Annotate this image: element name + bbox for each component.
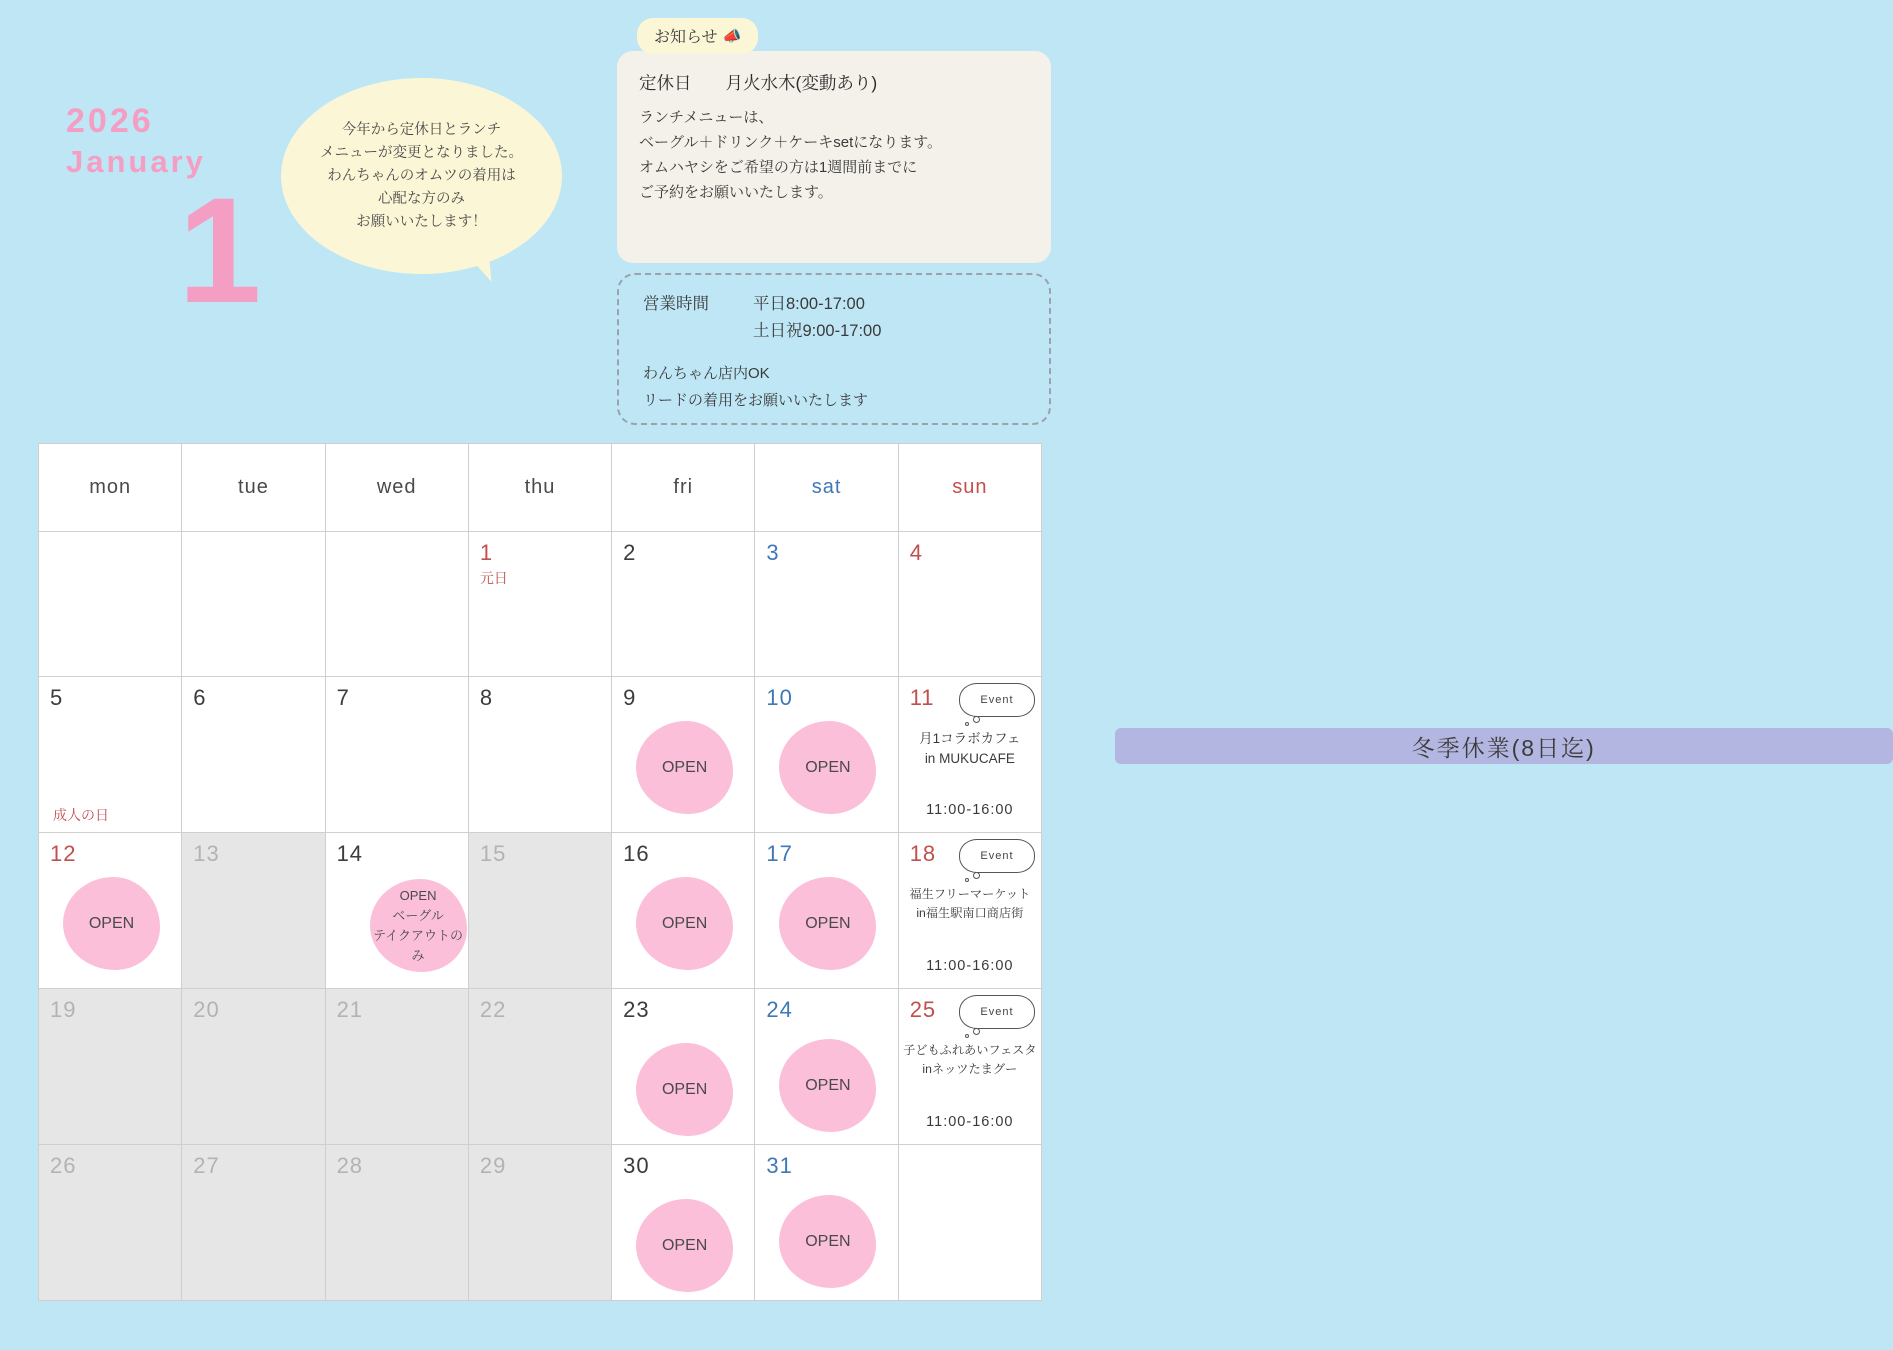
notice-body-line-4: ご予約をお願いいたします。	[639, 184, 833, 201]
closed-days-label: 定休日	[639, 73, 692, 93]
day-cell-18[interactable]	[899, 833, 1042, 989]
hours-note	[643, 360, 1029, 414]
open-badge: OPEN	[636, 721, 733, 814]
holiday-label: 元日	[479, 570, 508, 586]
day-cell-26[interactable]	[39, 1145, 182, 1301]
day-number: 11	[909, 685, 935, 710]
day-number: 5	[50, 685, 64, 710]
day-cell-28[interactable]	[326, 1145, 469, 1301]
hours-weekend-row	[643, 318, 1029, 345]
bubble-line-4: 心配な方のみ	[378, 190, 465, 207]
day-cell-empty	[182, 532, 325, 677]
day-cell-30[interactable]	[612, 1145, 755, 1301]
notice-panel	[617, 51, 1051, 263]
closed-days-value: 月火水木(変動あり)	[725, 73, 878, 93]
open-badge-takeout	[370, 879, 467, 972]
bubble-line-2: メニューが変更となりました。	[320, 144, 523, 161]
day-number: 4	[909, 540, 923, 565]
event-badge-label: Event	[959, 839, 1035, 873]
day-number: 1	[479, 540, 494, 565]
hours-weekend-value: 土日祝9:00-17:00	[753, 322, 882, 340]
open-badge: OPEN	[636, 877, 733, 970]
event-title	[902, 729, 1038, 769]
event-title-line-1: 子どもふれあいフェスタ	[903, 1043, 1037, 1057]
day-number: 16	[623, 841, 650, 866]
event-title	[902, 1041, 1038, 1079]
calendar	[38, 443, 1596, 1301]
event-title-line-2: inネッツたまグー	[922, 1062, 1018, 1076]
open-badge: OPEN	[779, 721, 876, 814]
notice-tag-label: お知らせ	[654, 29, 718, 46]
notice-body-line-1: ランチメニューは、	[639, 109, 774, 126]
day-number: 23	[623, 997, 650, 1022]
bubble-tail	[463, 243, 497, 286]
hours-weekday-row	[643, 291, 1029, 318]
day-cell-22[interactable]	[469, 989, 612, 1145]
day-cell-14[interactable]	[326, 833, 469, 989]
day-number: 14	[336, 841, 364, 866]
day-number: 26	[50, 1153, 77, 1178]
open-badge: OPEN	[636, 1043, 733, 1136]
day-cell-empty	[39, 532, 182, 677]
weekday-mon: mon	[39, 444, 182, 532]
calendar-week-2	[39, 677, 1042, 833]
event-title-line-1: 月1コラボカフェ	[919, 731, 1021, 746]
weekday-wed: wed	[326, 444, 469, 532]
calendar-header-row	[39, 444, 1042, 532]
hours-label: 営業時間	[643, 295, 709, 313]
day-cell-empty	[899, 1145, 1042, 1301]
day-number: 28	[336, 1153, 364, 1178]
notice-body-line-3: オムハヤシをご希望の方は1週間前までに	[639, 159, 918, 176]
day-number: 20	[193, 997, 220, 1022]
event-badge-label: Event	[959, 995, 1035, 1029]
day-number: 3	[766, 540, 780, 565]
event-cloud-icon	[959, 993, 1037, 1037]
open-badge: OPEN	[636, 1199, 733, 1292]
day-number: 6	[193, 685, 207, 710]
event-title-line-2: in福生駅南口商店街	[916, 906, 1024, 920]
notice-tag	[637, 18, 758, 54]
day-cell-15[interactable]	[469, 833, 612, 989]
day-cell-19[interactable]	[39, 989, 182, 1145]
hours-panel	[617, 273, 1051, 425]
day-cell-16[interactable]	[612, 833, 755, 989]
day-cell-7[interactable]	[326, 677, 469, 833]
day-cell-10[interactable]	[755, 677, 898, 833]
day-number: 22	[479, 997, 507, 1022]
day-cell-23[interactable]	[612, 989, 755, 1145]
hours-note-line-2: リードの着用をお願いいたします	[643, 392, 869, 409]
notice-title-row	[639, 70, 1031, 95]
calendar-week-4	[39, 989, 1042, 1145]
holiday-label: 成人の日	[53, 807, 109, 823]
day-number: 2	[623, 540, 637, 565]
day-cell-27[interactable]	[182, 1145, 325, 1301]
open-label: OPEN	[399, 887, 437, 903]
day-number: 31	[766, 1153, 793, 1178]
day-number: 25	[909, 997, 937, 1022]
day-number: 24	[766, 997, 793, 1022]
day-cell-3[interactable]	[755, 532, 898, 677]
event-title	[902, 885, 1038, 923]
open-badge: OPEN	[779, 877, 876, 970]
day-cell-29[interactable]	[469, 1145, 612, 1301]
day-cell-11[interactable]	[899, 677, 1042, 833]
bubble-line-5: お願いいたします！	[356, 213, 487, 230]
day-number: 7	[336, 685, 350, 710]
day-number: 30	[623, 1153, 650, 1178]
day-cell-6[interactable]	[182, 677, 325, 833]
bubble-line-1: 今年から定休日とランチ	[341, 121, 502, 138]
day-cell-12[interactable]	[39, 807, 182, 989]
day-cell-21[interactable]	[326, 989, 469, 1145]
hours-weekday-value: 平日8:00-17:00	[753, 295, 865, 313]
event-cloud-icon	[959, 837, 1037, 881]
day-number: 15	[479, 841, 507, 866]
day-number: 9	[623, 685, 637, 710]
event-cloud-icon	[959, 681, 1037, 725]
weekday-fri: fri	[612, 444, 755, 532]
event-time: 11:00-16:00	[926, 1114, 1014, 1130]
event-time: 11:00-16:00	[926, 802, 1014, 818]
day-number: 27	[193, 1153, 220, 1178]
notice-body-line-2: ベーグル＋ドリンク＋ケーキsetになります。	[639, 134, 943, 151]
announcement-bubble	[281, 78, 562, 274]
day-cell-31[interactable]	[755, 1145, 898, 1301]
open-note-line-2: テイクアウトのみ	[373, 927, 463, 963]
weekday-tue: tue	[182, 444, 325, 532]
day-number: 13	[193, 841, 220, 866]
event-title-line-2: in MUKUCAFE	[924, 751, 1015, 766]
event-title-line-1: 福生フリーマーケット	[909, 887, 1031, 901]
day-cell-empty	[326, 532, 469, 677]
day-cell-8[interactable]	[469, 677, 612, 833]
day-number: 21	[336, 997, 364, 1022]
day-number: 29	[479, 1153, 507, 1178]
day-cell-25[interactable]	[899, 989, 1042, 1145]
hours-note-line-1: わんちゃん店内OK	[643, 365, 770, 382]
day-number: 10	[766, 685, 793, 710]
open-badge: OPEN	[779, 1195, 876, 1288]
day-number: 12	[50, 841, 77, 866]
day-cell-17[interactable]	[755, 833, 898, 989]
day-number: 18	[909, 841, 937, 866]
day-number: 17	[766, 841, 793, 866]
weekday-thu: thu	[469, 444, 612, 532]
weekday-sun: sun	[899, 444, 1042, 532]
day-cell-1[interactable]	[469, 532, 612, 677]
event-badge-label: Event	[959, 683, 1035, 717]
event-time: 11:00-16:00	[926, 958, 1014, 974]
open-badge: OPEN	[63, 877, 160, 970]
day-number: 8	[479, 685, 494, 710]
notice-body	[639, 105, 1031, 205]
month-name-text: January	[66, 144, 206, 179]
bubble-line-3: わんちゃんのオムツの着用は	[327, 167, 516, 184]
day-cell-20[interactable]	[182, 989, 325, 1145]
day-number: 19	[50, 997, 77, 1022]
month-number: 1	[178, 166, 262, 334]
calendar-week-3	[39, 807, 1042, 989]
open-badge: OPEN	[779, 1039, 876, 1132]
day-cell-2[interactable]	[612, 532, 755, 677]
calendar-week-5	[39, 1145, 1042, 1301]
day-cell-13[interactable]	[182, 833, 325, 989]
open-note-line-1: ベーグル	[392, 907, 444, 923]
winter-closure-bar-1: 冬季休業(8日迄)	[1115, 728, 1893, 764]
year-text: 2026	[66, 102, 154, 140]
megaphone-icon: 📣	[722, 27, 742, 45]
day-cell-9[interactable]	[612, 677, 755, 833]
weekday-sat: sat	[755, 444, 898, 532]
day-cell-24[interactable]	[755, 989, 898, 1145]
